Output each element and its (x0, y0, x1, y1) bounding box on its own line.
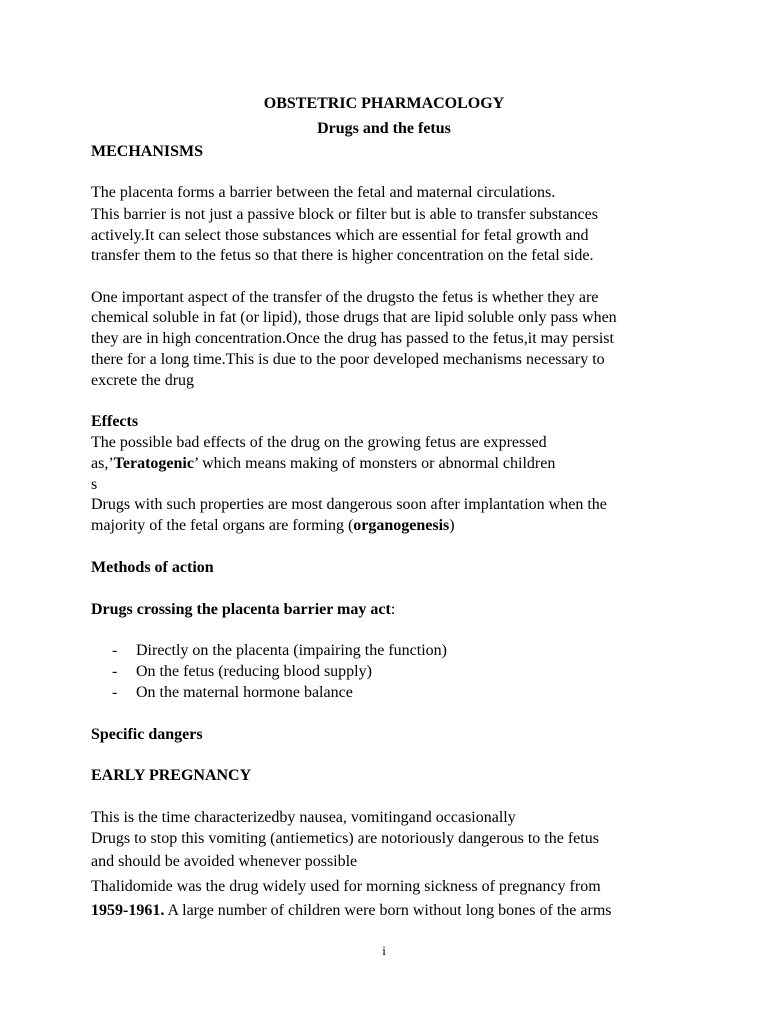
crossing-colon: : (390, 601, 396, 618)
text-run: ’ which means making of monsters or abnormal children (193, 455, 556, 472)
paragraph-line: transfer them to the fetus so that there is higher concentration on the fetal side. (91, 247, 594, 264)
bullet-dash: - (112, 642, 118, 659)
text-run: majority of the fetal organs are forming ( (91, 517, 354, 534)
paragraph-line: and should be avoided whenever possible (91, 853, 358, 870)
paragraph-line: The possible bad effects of the drug on the growing fetus are expressed (91, 434, 547, 451)
teratogenic-term: Teratogenic (113, 455, 194, 472)
document-title: OBSTETRIC PHARMACOLOGY (263, 95, 505, 112)
crossing-label: Drugs crossing the placenta barrier may act (91, 601, 391, 618)
list-item-text: On the fetus (reducing blood supply) (136, 663, 372, 680)
paragraph-line: Drugs with such properties are most dangerous soon after implantation when the (91, 496, 607, 513)
paragraph-line: Thalidomide was the drug widely used for morning sickness of pregnancy from (91, 878, 601, 895)
mechanisms-heading: MECHANISMS (91, 143, 204, 160)
paragraph-line: actively.It can select those substances which are essential for fetal growth and (91, 227, 589, 244)
list-item-text: On the maternal hormone balance (136, 684, 353, 701)
stray-character: s (91, 476, 98, 493)
text-run: ) (449, 517, 455, 534)
bullet-dash: - (112, 684, 118, 701)
teratogenic-line (91, 454, 555, 474)
text-run: A large number of children were born without long bones of the arms (164, 902, 612, 919)
paragraph-line: excrete the drug (91, 372, 195, 389)
methods-heading: Methods of action (91, 559, 214, 576)
list-item (112, 662, 372, 682)
paragraph-line: they are in high concentration.Once the drug has passed to the fetus,it may persist (91, 330, 614, 347)
list-item (112, 683, 353, 703)
paragraph-line: chemical soluble in fat (or lipid), those drugs that are lipid soluble only pass when (91, 309, 617, 326)
effects-heading: Effects (91, 413, 139, 430)
paragraph-line: This barrier is not just a passive block or filter but is able to transfer substances (91, 206, 598, 223)
years-term: 1959-1961. (91, 902, 165, 919)
bullet-dash: - (112, 663, 118, 680)
organogenesis-term: organogenesis (353, 517, 450, 534)
crossing-heading (91, 600, 395, 620)
organogenesis-line (91, 516, 455, 536)
list-item-text: Directly on the placenta (impairing the function) (136, 642, 447, 659)
document-subtitle: Drugs and the fetus (317, 120, 451, 137)
specific-dangers-heading: Specific dangers (91, 726, 203, 743)
early-pregnancy-heading: EARLY PREGNANCY (91, 767, 252, 784)
paragraph-line: One important aspect of the transfer of the drugsto the fetus is whether they are (91, 289, 599, 306)
paragraph-line: there for a long time.This is due to the poor developed mechanisms necessary to (91, 351, 605, 368)
page-number: i (382, 943, 386, 958)
paragraph-line: Drugs to stop this vomiting (antiemetics) are notoriously dangerous to the fetus (91, 830, 599, 847)
paragraph-line: The placenta forms a barrier between the fetal and maternal circulations. (91, 184, 556, 201)
list-item (112, 641, 447, 661)
paragraph-line: This is the time characterizedby nausea, vomitingand occasionally (91, 809, 516, 826)
thalidomide-line (91, 901, 611, 921)
text-run: as,’ (91, 455, 114, 472)
